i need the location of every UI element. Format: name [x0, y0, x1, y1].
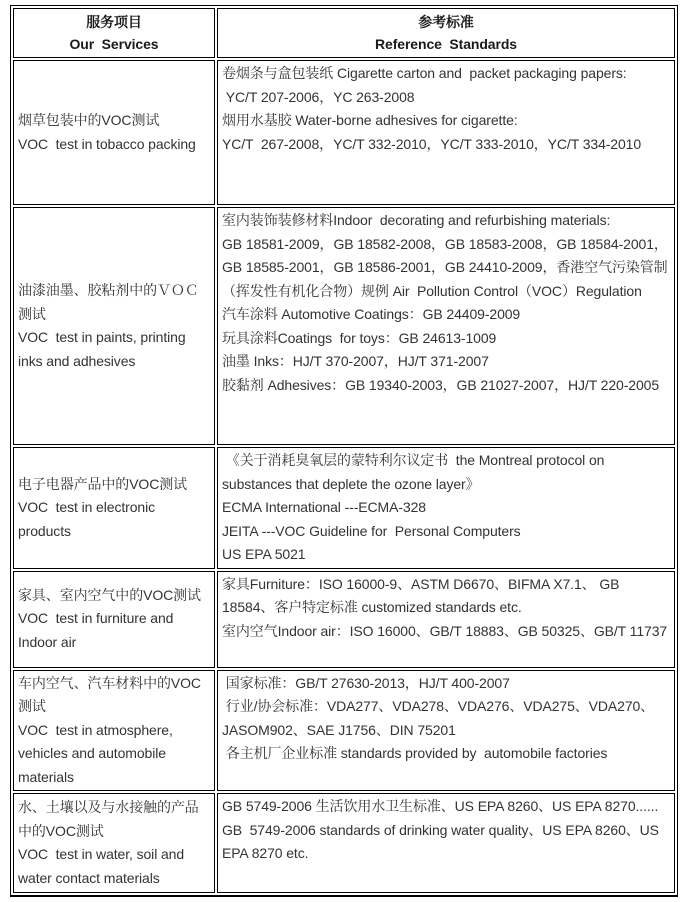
standard-entry: 各主机厂企业标准 standards provided by automobile factories — [222, 745, 608, 761]
standards-cell — [217, 207, 675, 445]
standard-entry: 室内装饰装修材料Indoor decorating and refurbishing materials: — [222, 212, 611, 228]
service-name-zh: 电子电器产品中的VOC测试 — [18, 475, 188, 492]
service-name-en: VOC test in water, soil and water contact materials — [18, 846, 188, 886]
service-cell — [13, 571, 215, 668]
standard-entry: 胶黏剂 Adhesives：GB 19340-2003，GB 21027-2007，HJ/T 220-2005 — [222, 376, 660, 393]
service-cell — [13, 793, 215, 893]
column-header-services-en: Our Services — [69, 36, 159, 52]
service-name-en: VOC test in tobacco packing — [18, 135, 196, 152]
standard-entry: JEITA ---VOC Guideline for Personal Computers — [222, 522, 521, 539]
service-name-zh: 家具、室内空气中的VOC测试 — [18, 586, 201, 603]
service-name-en: VOC test in furniture and Indoor air — [18, 610, 178, 650]
service-name-zh: 车内空气、汽车材料中的VOC测试 — [18, 674, 201, 714]
column-header-standards-en: Reference Standards — [375, 36, 517, 52]
table-row — [13, 793, 675, 893]
column-header-standards — [217, 8, 675, 58]
standard-entry: 玩具涂料Coatings for toys：GB 24613-1009 — [222, 329, 497, 346]
service-cell — [13, 447, 215, 569]
table-row — [13, 60, 675, 205]
table-row — [13, 207, 675, 445]
header-row — [13, 8, 675, 58]
service-cell — [13, 670, 215, 792]
standards-cell — [217, 793, 675, 893]
column-header-services — [13, 8, 215, 58]
service-name-zh: 烟草包装中的VOC测试 — [18, 112, 160, 128]
column-header-services-zh: 服务项目 — [86, 14, 142, 30]
standard-entry: ECMA International ---ECMA-328 — [222, 499, 426, 515]
standard-entry: US EPA 5021 — [222, 546, 306, 562]
standard-entry: 烟用水基胶 Water-borne adhesives for cigarette: — [222, 112, 518, 128]
standards-cell — [217, 60, 675, 205]
standard-entry: 《关于消耗臭氧层的蒙特利尔议定书 the Montreal protocol on substances that deplete the ozone layer》 — [222, 452, 609, 492]
standard-entry: 家具Furniture：ISO 16000-9、ASTM D6670、BIFMA X7.1、 GB 18584、客户特定标准 customized standards etc. — [222, 575, 624, 615]
service-name-en: VOC test in paints, printing inks and adhesives — [18, 329, 190, 369]
table-row — [13, 670, 675, 792]
standard-entry: GB 5749-2006 生活饮用水卫生标准、US EPA 8260、US EPA 8270...... — [222, 798, 659, 814]
standard-entry: 卷烟条与盒包装纸 Cigarette carton and packet packaging papers: — [222, 65, 627, 81]
standard-entry: 行业/协会标准：VDA277、VDA278、VDA276、VDA275、VDA270、JASOM902、SAE J1756、DIN 75201 — [222, 698, 655, 738]
table-body — [13, 60, 675, 893]
standard-entry: YC/T 267-2008，YC/T 332-2010，YC/T 333-2010，YC/T 334-2010 — [222, 135, 642, 152]
standard-entry: GB 18581-2009，GB 18582-2008，GB 18583-2008，GB 18584-2001，GB 18585-2001，GB 18586-2001，GB 24410-2009，香港空气污染管制（挥发性有机化合物）规例 Air Pollution Control（VOC）Regulation — [222, 235, 668, 299]
service-name-zh: 油漆油墨、胶粘剂中的ＶＯＣ测试 — [18, 282, 199, 322]
column-header-standards-zh: 参考标准 — [418, 14, 474, 30]
standards-cell — [217, 447, 675, 569]
table-row — [13, 571, 675, 668]
voc-standards-table — [10, 5, 678, 897]
standards-cell — [217, 571, 675, 668]
service-name-en: VOC test in atmosphere, vehicles and automobile materials — [18, 721, 177, 785]
standard-entry: 油墨 Inks：HJ/T 370-2007，HJ/T 371-2007 — [222, 353, 489, 369]
service-cell — [13, 60, 215, 205]
table-row — [13, 447, 675, 569]
standard-entry: 汽车涂料 Automotive Coatings：GB 24409-2009 — [222, 306, 521, 322]
standard-entry: GB 5749-2006 standards of drinking water quality、US EPA 8260、US EPA 8270 etc. — [222, 821, 663, 861]
service-name-en: VOC test in electronic products — [18, 499, 159, 539]
standard-entry: 国家标准：GB/T 27630-2013，HJ/T 400-2007 — [222, 674, 510, 691]
service-name-zh: 水、土壤以及与水接触的产品中的VOC测试 — [18, 799, 199, 839]
standards-cell — [217, 670, 675, 792]
standard-entry: 室内空气Indoor air：ISO 16000、GB/T 18883、GB 50325、GB/T 11737 — [222, 622, 668, 639]
standard-entry: YC/T 207-2006，YC 263-2008 — [222, 88, 415, 105]
table-header — [13, 8, 675, 58]
service-cell — [13, 207, 215, 445]
